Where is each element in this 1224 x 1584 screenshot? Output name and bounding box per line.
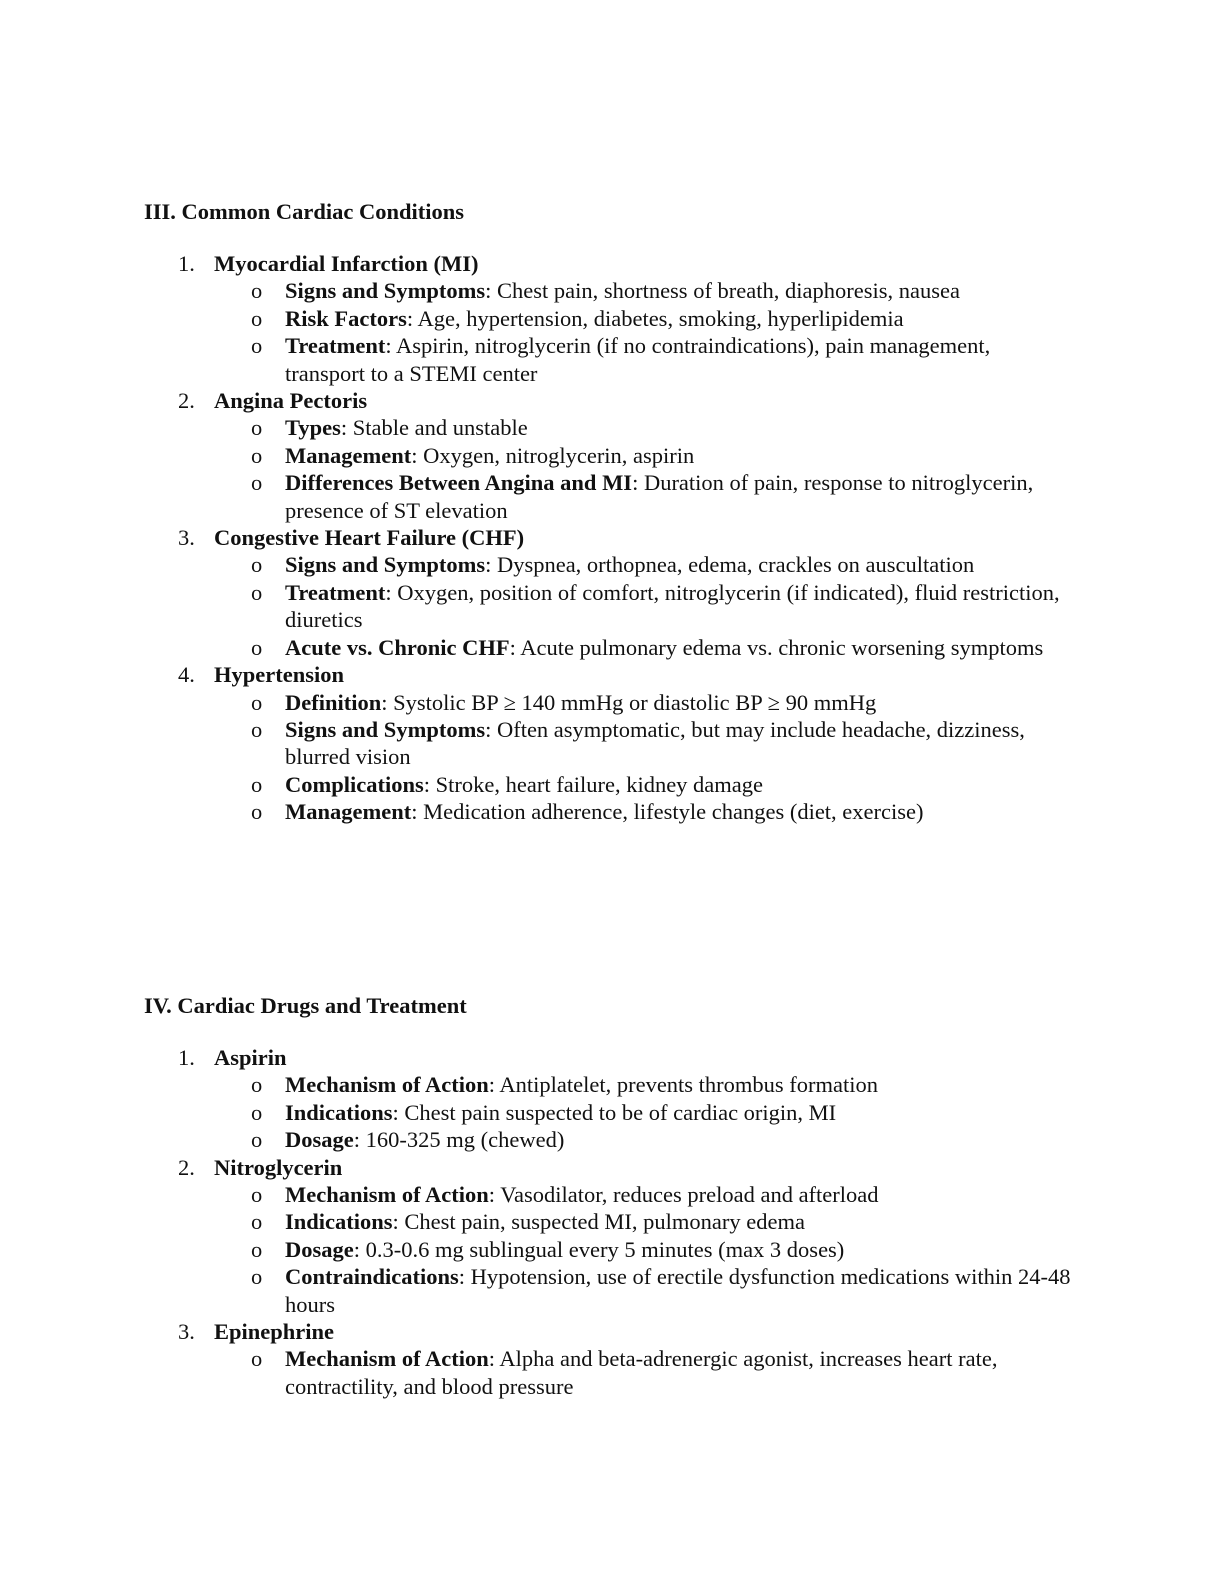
- item-title: Myocardial Infarction (MI): [214, 251, 479, 276]
- sub-text: : Systolic BP ≥ 140 mmHg or diastolic BP ≥ 90 mmHg: [381, 689, 877, 715]
- sub-item: [251, 771, 1075, 798]
- drug-list: [144, 1044, 1104, 1400]
- item-title: Hypertension: [214, 662, 345, 688]
- sub-label: Mechanism of Action: [285, 1182, 489, 1208]
- sub-text: : Vasodilator, reduces preload and afterload: [488, 1182, 879, 1208]
- sub-item: [251, 1345, 1075, 1400]
- section-heading: IV. Cardiac Drugs and Treatment: [144, 993, 467, 1018]
- sub-item: [251, 716, 1075, 771]
- sub-text: : Hypotension, use of erectile dysfunction medications within 24-48 hours: [285, 1264, 1071, 1317]
- sub-item: [251, 551, 1075, 578]
- sub-text: : Chest pain suspected to be of cardiac origin, MI: [392, 1099, 837, 1125]
- bullet-icon: o: [251, 1072, 263, 1098]
- sub-label: Complications: [285, 771, 424, 797]
- list-item: [144, 1044, 1104, 1154]
- sub-text: : 0.3-0.6 mg sublingual every 5 minutes (max 3 doses): [353, 1236, 845, 1262]
- sub-label: Dosage: [285, 1127, 354, 1153]
- bullet-icon: o: [251, 771, 263, 797]
- section-heading: III. Common Cardiac Conditions: [144, 199, 465, 224]
- sub-text: : Chest pain, shortness of breath, diaphoresis, nausea: [485, 278, 960, 304]
- sub-label: Signs and Symptoms: [285, 716, 486, 742]
- sub-text: : Stable and unstable: [340, 415, 528, 441]
- sub-item: [251, 634, 1075, 661]
- sub-label: Mechanism of Action: [285, 1072, 489, 1098]
- sub-label: Differences Between Angina and MI: [285, 470, 633, 496]
- sub-item: [251, 332, 1075, 387]
- list-item: [144, 524, 1104, 661]
- bullet-icon: o: [251, 1236, 263, 1262]
- list-item: [144, 661, 1104, 825]
- sub-label: Risk Factors: [285, 305, 407, 331]
- item-number: 4.: [178, 662, 195, 688]
- sub-item: [251, 277, 1075, 304]
- bullet-icon: o: [251, 1264, 263, 1290]
- sub-label: Treatment: [285, 333, 386, 359]
- item-title: Congestive Heart Failure (CHF): [214, 525, 525, 551]
- item-title: Epinephrine: [214, 1319, 335, 1345]
- sub-text: : Often asymptomatic, but may include headache, dizziness, blurred vision: [285, 716, 1025, 770]
- sub-label: Types: [285, 415, 341, 441]
- bullet-icon: o: [251, 552, 263, 578]
- sub-label: Mechanism of Action: [285, 1346, 489, 1372]
- sub-item: [251, 1236, 1075, 1263]
- sub-list: [144, 1071, 1104, 1153]
- sub-item: [251, 1099, 1075, 1126]
- sub-item: [251, 442, 1075, 469]
- sub-text: : 160-325 mg (chewed): [353, 1127, 565, 1153]
- sub-item: [251, 1208, 1075, 1235]
- sub-list: [144, 277, 1104, 387]
- sub-item: [251, 1126, 1075, 1153]
- sub-item: [251, 798, 1075, 825]
- bullet-icon: o: [251, 689, 263, 715]
- item-title: Nitroglycerin: [214, 1154, 343, 1180]
- bullet-icon: o: [251, 1209, 263, 1235]
- sub-item: [251, 579, 1075, 634]
- sub-item: [251, 305, 1075, 332]
- sub-list: [144, 689, 1104, 826]
- sub-text: : Acute pulmonary edema vs. chronic worsening symptoms: [509, 634, 1044, 660]
- bullet-icon: o: [251, 305, 263, 331]
- item-number: 1.: [178, 251, 195, 276]
- sub-label: Signs and Symptoms: [285, 552, 486, 578]
- sub-item: [251, 1181, 1075, 1208]
- item-number: 2.: [178, 388, 195, 414]
- bullet-icon: o: [251, 333, 263, 359]
- sub-text: : Oxygen, position of comfort, nitroglycerin (if indicated), fluid restriction, diuretics: [285, 579, 1060, 633]
- sub-list: [144, 414, 1104, 524]
- bullet-icon: o: [251, 415, 263, 441]
- sub-label: Signs and Symptoms: [285, 278, 486, 304]
- sub-text: : Oxygen, nitroglycerin, aspirin: [411, 442, 695, 468]
- section-common-cardiac-conditions: [144, 196, 1104, 826]
- sub-label: Dosage: [285, 1236, 354, 1262]
- bullet-icon: o: [251, 470, 263, 496]
- sub-label: Management: [285, 442, 412, 468]
- item-number: 1.: [178, 1045, 195, 1070]
- sub-item: [251, 689, 1075, 716]
- sub-item: [251, 1071, 1075, 1098]
- sub-text: : Stroke, heart failure, kidney damage: [423, 771, 764, 797]
- condition-list: [144, 250, 1104, 826]
- section-cardiac-drugs-and-treatment: [144, 990, 1104, 1400]
- sub-text: : Antiplatelet, prevents thrombus formation: [488, 1072, 879, 1098]
- sub-text: : Alpha and beta-adrenergic agonist, increases heart rate, contractility, and blood pressure: [285, 1346, 998, 1399]
- bullet-icon: o: [251, 579, 263, 605]
- sub-item: [251, 414, 1075, 441]
- sub-label: Definition: [285, 689, 382, 715]
- sub-list: [144, 1181, 1104, 1318]
- sub-label: Treatment: [285, 579, 386, 605]
- sub-item: [251, 1263, 1075, 1318]
- sub-list: [144, 551, 1104, 661]
- list-item: [144, 1318, 1104, 1400]
- sub-text: : Aspirin, nitroglycerin (if no contraindications), pain management, transport to a STEMI center: [285, 333, 991, 386]
- sub-item: [251, 469, 1075, 524]
- item-number: 2.: [178, 1154, 195, 1180]
- bullet-icon: o: [251, 799, 263, 825]
- list-item: [144, 250, 1104, 387]
- sub-label: Acute vs. Chronic CHF: [285, 634, 510, 660]
- list-item: [144, 387, 1104, 524]
- sub-label: Indications: [285, 1099, 393, 1125]
- item-title: Aspirin: [214, 1045, 287, 1070]
- item-number: 3.: [178, 525, 195, 551]
- bullet-icon: o: [251, 634, 263, 660]
- item-number: 3.: [178, 1319, 195, 1345]
- bullet-icon: o: [251, 1346, 263, 1372]
- sub-text: : Chest pain, suspected MI, pulmonary edema: [392, 1209, 805, 1235]
- sub-text: : Age, hypertension, diabetes, smoking, hyperlipidemia: [406, 305, 904, 331]
- sub-text: : Duration of pain, response to nitroglycerin, presence of ST elevation: [285, 470, 1034, 523]
- list-item: [144, 1154, 1104, 1318]
- sub-list: [144, 1345, 1104, 1400]
- bullet-icon: o: [251, 716, 263, 742]
- bullet-icon: o: [251, 1182, 263, 1208]
- bullet-icon: o: [251, 1099, 263, 1125]
- bullet-icon: o: [251, 442, 263, 468]
- sub-text: : Dyspnea, orthopnea, edema, crackles on auscultation: [485, 552, 975, 578]
- item-title: Angina Pectoris: [214, 388, 368, 414]
- sub-label: Indications: [285, 1209, 393, 1235]
- sub-label: Management: [285, 799, 412, 825]
- bullet-icon: o: [251, 1127, 263, 1153]
- bullet-icon: o: [251, 278, 263, 304]
- sub-label: Contraindications: [285, 1264, 459, 1290]
- sub-text: : Medication adherence, lifestyle changes (diet, exercise): [411, 799, 924, 825]
